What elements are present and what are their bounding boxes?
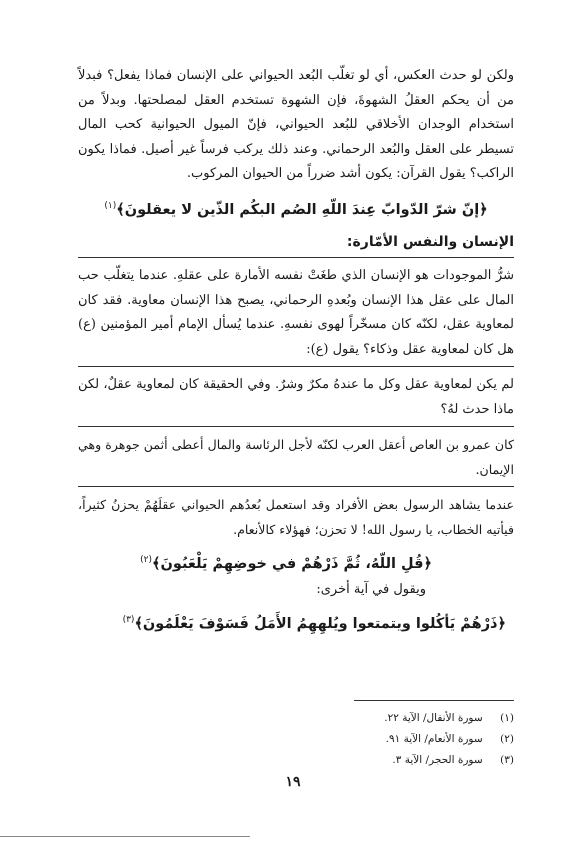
quote-divider: [78, 426, 514, 427]
paragraph-amr-ibn-alas: كان عمرو بن العاص أعقل العرب لكنّه لأجل الرئاسة والمال أعطى أثمن جوهرة وهي الإيمان.: [78, 437, 514, 477]
page-body: [78, 64, 514, 638]
footnote-ref: (٣): [122, 615, 135, 626]
quran-verse-hijr: [78, 606, 514, 638]
footnotes: [214, 708, 514, 771]
footnote-text: سورة الأنفال/ الآية ٢٢.: [384, 712, 483, 724]
footnote-item: [214, 708, 514, 729]
paragraph-animal-dimension: ولكن لو حدث العكس، أي لو تغلّب البُعد الحيواني على الإنسان فماذا يفعل؟ فبدلاً من أن يحكم العقلُ الشهوةَ، فإن الشهوة تستخدم العقل لمصلحتها. وبدلاً من استخدام الوجدان الأخلاقي للبُعد الحيواني، فإنّ الميول الحيوانية كحب المال تسيطر على العقل والبُعد الرحماني. وعند ذلك يركب فرساً غير أصيل. فماذا يكون الراكب؟ يقول القرآن: يكون أشد ضرراً من الحيوان المركوب.: [78, 68, 514, 181]
paragraph-worst-beings: شرُّ الموجودات هو الإنسان الذي طغَتْ نفسه الأمارة على عقلهِ. عندما يتغلّب حب المال على عقل هذا الإنسان وبُعدهِ الرحماني، يصبح هذا الإنسان معاوية. فقد كان لمعاوية عقل، لكنّه كان مسخّراً لهوى نفسهِ. عندما يُسأل الإمام أمير المؤمنين (ع) هل كان لمعاوية عقل وذكاء؟ يقول (ع):: [78, 268, 514, 357]
quran-verse-anfal: [78, 192, 514, 224]
section-divider: [78, 257, 514, 258]
quran-verse-anam: [78, 546, 514, 578]
paragraph-another-verse: ويقول في آية أخرى:: [316, 582, 426, 598]
footnote-ref: (١): [104, 200, 117, 211]
paragraph-prophet-sorrow: عندما يشاهد الرسول بعض الأفراد وقد استعمل بُعدُهم الحيواني عقلَهُمْ يحزنُ كثيراً، فيأتيه الخطاب، يا رسول الله! لا تحزن؛ فهؤلاء كالأنعام.: [78, 497, 514, 537]
footnote-text: سورة الحجر/ الآية ٣.: [392, 754, 483, 766]
section-heading: الإنسان والنفس الأمّارة:: [346, 234, 514, 251]
footnote-ref: (٢): [140, 555, 153, 566]
scan-edge-line: [0, 836, 250, 837]
footnote-item: [214, 729, 514, 750]
footnote-number: (١): [500, 712, 514, 724]
footnote-divider: [354, 700, 514, 701]
quote-divider: [78, 366, 514, 367]
page-number: ١٩: [285, 774, 301, 790]
verse-text: ﴿ذَرْهُمْ يَأكُلوا ويتمتعوا ويُلهِهِمُ الأَمَلُ فَسَوْفَ يَعْلَمُونَ﴾: [134, 615, 506, 632]
footnote-number: (٢): [500, 733, 514, 745]
footnote-number: (٣): [500, 754, 514, 766]
verse-text: ﴿قُلِ اللّهُ، ثُمَّ ذَرْهُمْ في خوضِهِمْ يَلْعَبُونَ﴾: [152, 556, 432, 573]
footnote-text: سورة الأنعام/ الآية ٩١.: [385, 733, 483, 745]
paragraph-muawiya-quote: لم يكن لمعاوية عقل وكل ما عندهُ مكرٌ وشرٌ. وفي الحقيقة كان لمعاوية عقلٌ، لكن ماذا حدث لهُ؟: [78, 377, 514, 417]
verse-text: ﴿إنّ شرّ الدّوابّ عِندَ اللّهِ الصُم البكُم الذّين لا يعقلونَ﴾: [116, 201, 488, 218]
quote-divider: [78, 486, 514, 487]
footnote-item: [214, 750, 514, 771]
